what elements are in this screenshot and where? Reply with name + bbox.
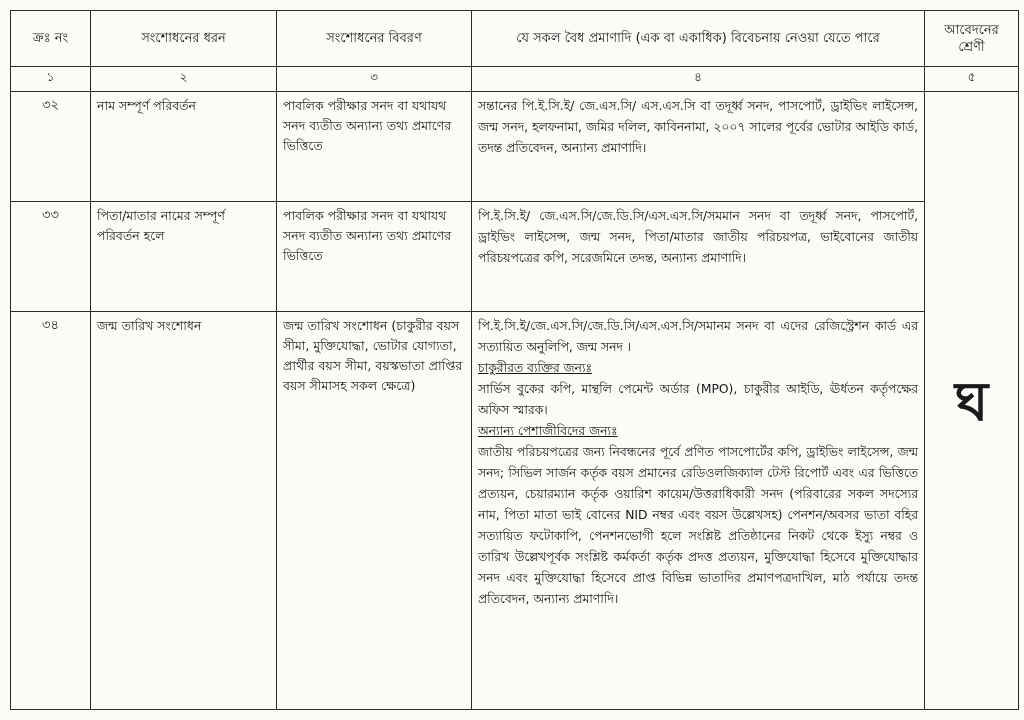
row-evidence: সন্তানের পি.ই.সি.ই/ জে.এস.সি/ এস.এস.সি বা তদূর্ধ্ব সনদ, পাসপোর্ট, ড্রাইভিং লাইসেন্স, জন্ম সনদ, হলফনামা, জমির দলিল, কাবিননামা, ২০০৭ সালের পূর্বের ভোটার আইডি কার্ড, তদন্ত প্রতিবেদন, অন্যান্য প্রমাণাদি।	[472, 92, 925, 202]
employed-evidence: সার্ভিস বুকের কপি, মান্থলি পেমেন্ট অর্ডার (MPO), চাকুরীর আইডি, ঊর্ধতন কর্তৃপক্ষের অফিস স্মারক।	[478, 382, 918, 417]
row-correction-description: পাবলিক পরীক্ষার সনদ বা যথাযথ সনদ ব্যতীত অন্যান্য তথ্য প্রমাণের ভিত্তিতে	[277, 92, 472, 202]
row-serial: ৩৪	[11, 312, 91, 710]
row-correction-type: নাম সম্পূর্ণ পরিবর্তন	[91, 92, 277, 202]
row-correction-description: জন্ম তারিখ সংশোধন (চাকুরীর বয়স সীমা, মুক্তিযোদ্ধা, ভোটার যোগ্যতা, প্রার্থীর বয়স সীমা, বয়স্কভাতা প্রাপ্তির বয়স সীমাসহ সকল ক্ষেত্রে)	[277, 312, 472, 710]
header-valid-evidence: যে সকল বৈধ প্রমাণাদি (এক বা একাধিক) বিবেচনায় নেওয়া যেতে পারে	[472, 11, 925, 67]
table-row	[11, 92, 1019, 202]
row-serial: ৩২	[11, 92, 91, 202]
table-row	[11, 202, 1019, 312]
column-number: ২	[91, 67, 277, 92]
correction-evidence-table	[10, 10, 1019, 710]
header-correction-type: সংশোধনের ধরন	[91, 11, 277, 67]
column-number-row	[11, 67, 1019, 92]
column-number: ৩	[277, 67, 472, 92]
row-evidence: পি.ই.সি.ই/ জে.এস.সি/জে.ডি.সি/এস.এস.সি/সমমান সনদ বা তদূর্ধ্ব সনদ, পাসপোর্ট, ড্রাইভিং লাইসেন্স, জন্ম সনদ, পিতা/মাতার জাতীয় পরিচয়পত্র, ভাইবোনের জাতীয় পরিচয়পত্রের কপি, সরেজমিনে তদন্ত, অন্যান্য প্রমাণাদি।	[472, 202, 925, 312]
row-correction-type: জন্ম তারিখ সংশোধন	[91, 312, 277, 710]
column-number: ১	[11, 67, 91, 92]
row-correction-type: পিতা/মাতার নামের সম্পূর্ণ পরিবর্তন হলে	[91, 202, 277, 312]
row-correction-description: পাবলিক পরীক্ষার সনদ বা যথাযথ সনদ ব্যতীত অন্যান্য তথ্য প্রমাণের ভিত্তিতে	[277, 202, 472, 312]
header-serial: ক্রঃ নং	[11, 11, 91, 67]
application-category-cell	[925, 92, 1019, 710]
evidence-intro: পি.ই.সি.ই/জে.এস.সি/জে.ডি.সি/এস.এস.সি/সমানম সনদ বা এদের রেজিস্ট্রেশন কার্ড এর সত্যায়িত অনুলিপি, জন্ম সনদ ।	[478, 319, 918, 354]
row-evidence	[472, 312, 925, 710]
column-number: ৪	[472, 67, 925, 92]
header-row	[11, 11, 1019, 67]
other-professionals-heading: অন্যান্য পেশাজীবিদের জন্যঃ	[478, 424, 618, 438]
column-number: ৫	[925, 67, 1019, 92]
employed-heading: চাকুরীরত ব্যক্তির জন্যঃ	[478, 361, 592, 375]
application-category-value: ঘ	[954, 368, 989, 433]
other-professionals-evidence: জাতীয় পরিচয়পত্রের জন্য নিবন্ধনের পূর্বে প্রণিত পাসপোর্টের কপি, ড্রাইভিং লাইসেন্স, জন্ম সনদ; সিভিল সার্জন কর্তৃক বয়স প্রমানের রেডিওলজিক্যাল টেস্ট রিপোর্ট এবং এর ভিত্তিতে প্রত্যয়ন, চেয়ারম্যান কর্তৃক ওয়ারিশ কায়েম/উত্তরাধিকারী সনদ (পরিবারের সকল সদস্যের নাম, পিতা মাতা ভাই বোনের NID নম্বর এবং বয়স উল্লেখসহ) পেনশন/অবসর ভাতা বহির সত্যায়িত ফটোকাপি, পেনশনভোগী হলে সংশ্লিষ্ট প্রতিষ্ঠানের নিকট থেকে ইস্যু নম্বর ও তারিখ উল্লেখপূর্বক সংশ্লিষ্ট কর্মকর্তা কর্তৃক প্রদত্ত প্রত্যয়ন, মুক্তিযোদ্ধা হিসেবে মুক্তিযোদ্ধার সনদ এবং মুক্তিযোদ্ধা হিসেবে প্রাপ্ত বিভিন্ন ভাতাদির প্রমাণপত্রদাখিল, মাঠ পর্যায়ে তদন্ত প্রতিবেদন, অন্যান্য প্রমাণাদি।	[478, 445, 918, 606]
header-application-category: আবেদনের শ্রেণী	[925, 11, 1019, 67]
table-row	[11, 312, 1019, 710]
row-serial: ৩৩	[11, 202, 91, 312]
header-correction-description: সংশোধনের বিবরণ	[277, 11, 472, 67]
